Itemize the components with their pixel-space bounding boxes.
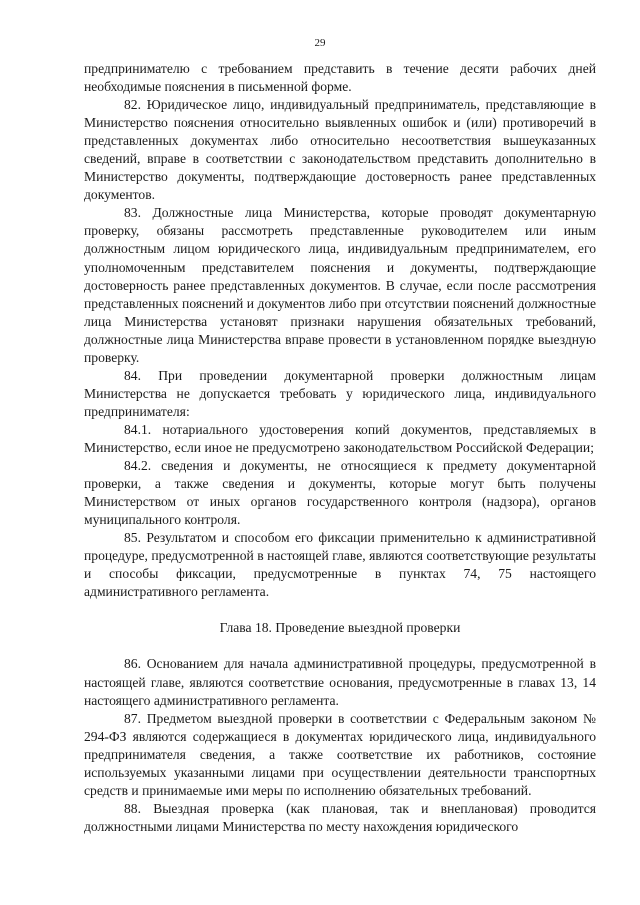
paragraph-85: 85. Результатом и способом его фиксации применительно к административной процедуре, предусмотренной в настоящей главе, являются соответствующие результаты и способы фиксации, предусмотренные в пунктах 74, 75 настоящего административного регламента. [84, 530, 596, 600]
page-number: 29 [314, 37, 326, 49]
document-body [84, 60, 596, 836]
paragraph-88: 88. Выездная проверка (как плановая, так и внеплановая) проводится должностными лицами Министерства по месту нахождения юридического [84, 800, 596, 834]
paragraph-82: 82. Юридическое лицо, индивидуальный предприниматель, представляющие в Министерство пояснения относительно выявленных ошибок и (или) противоречий в представленных документах либо относительно несоответствия вышеуказанных сведений, вправе в соответствии с законодательством представить дополнительно в Министерство документы, подтверждающие достоверность ранее представленных документов. [84, 97, 596, 203]
paragraph-84: 84. При проведении документарной проверки должностным лицам Министерства не допускается требовать у юридического лица, индивидуального предпринимателя: [84, 367, 596, 419]
paragraph-continuation: предпринимателю с требованием представить в течение десяти рабочих дней необходимые пояснения в письменной форме. [84, 61, 596, 95]
paragraph-86: 86. Основанием для начала административной процедуры, предусмотренной в настоящей главе, являются соответствие основания, предусмотренные в главах 13, 14 настоящего административного регламента. [84, 656, 596, 708]
paragraph-87: 87. Предметом выездной проверки в соответствии с Федеральным законом № 294-ФЗ являются содержащиеся в документах юридического лица, индивидуального предпринимателя сведения, а также соответствие их работников, состояние используемых указанными лицами при осуществлении деятельности транспортных средств и принимаемые ими меры по исполнению обязательных требований. [84, 710, 596, 798]
paragraph-83: 83. Должностные лица Министерства, которые проводят документарную проверку, обязаны рассмотреть представленные руководителем или иным должностным лицом юридического лица, индивидуальным предпринимателем, его уполномоченным представителем пояснения и документы, подтверждающие достоверность ранее представленных документов. В случае, если после рассмотрения представленных пояснений и документов либо при отсутствии пояснений должностные лица Министерства установят признаки нарушения обязательных требований, должностные лица Министерства вправе провести в установленном порядке выездную проверку. [84, 205, 596, 365]
chapter-title: Глава 18. Проведение выездной проверки [219, 620, 461, 636]
paragraph-84-2: 84.2. сведения и документы, не относящиеся к предмету документарной проверки, а также сведения и документы, которые могут быть получены Министерством от иных органов государственного контроля (надзора), органов муниципального контроля. [84, 458, 596, 528]
paragraph-84-1: 84.1. нотариального удостоверения копий документов, представляемых в Министерство, если иное не предусмотрено законодательством Российской Федерации; [84, 421, 596, 455]
